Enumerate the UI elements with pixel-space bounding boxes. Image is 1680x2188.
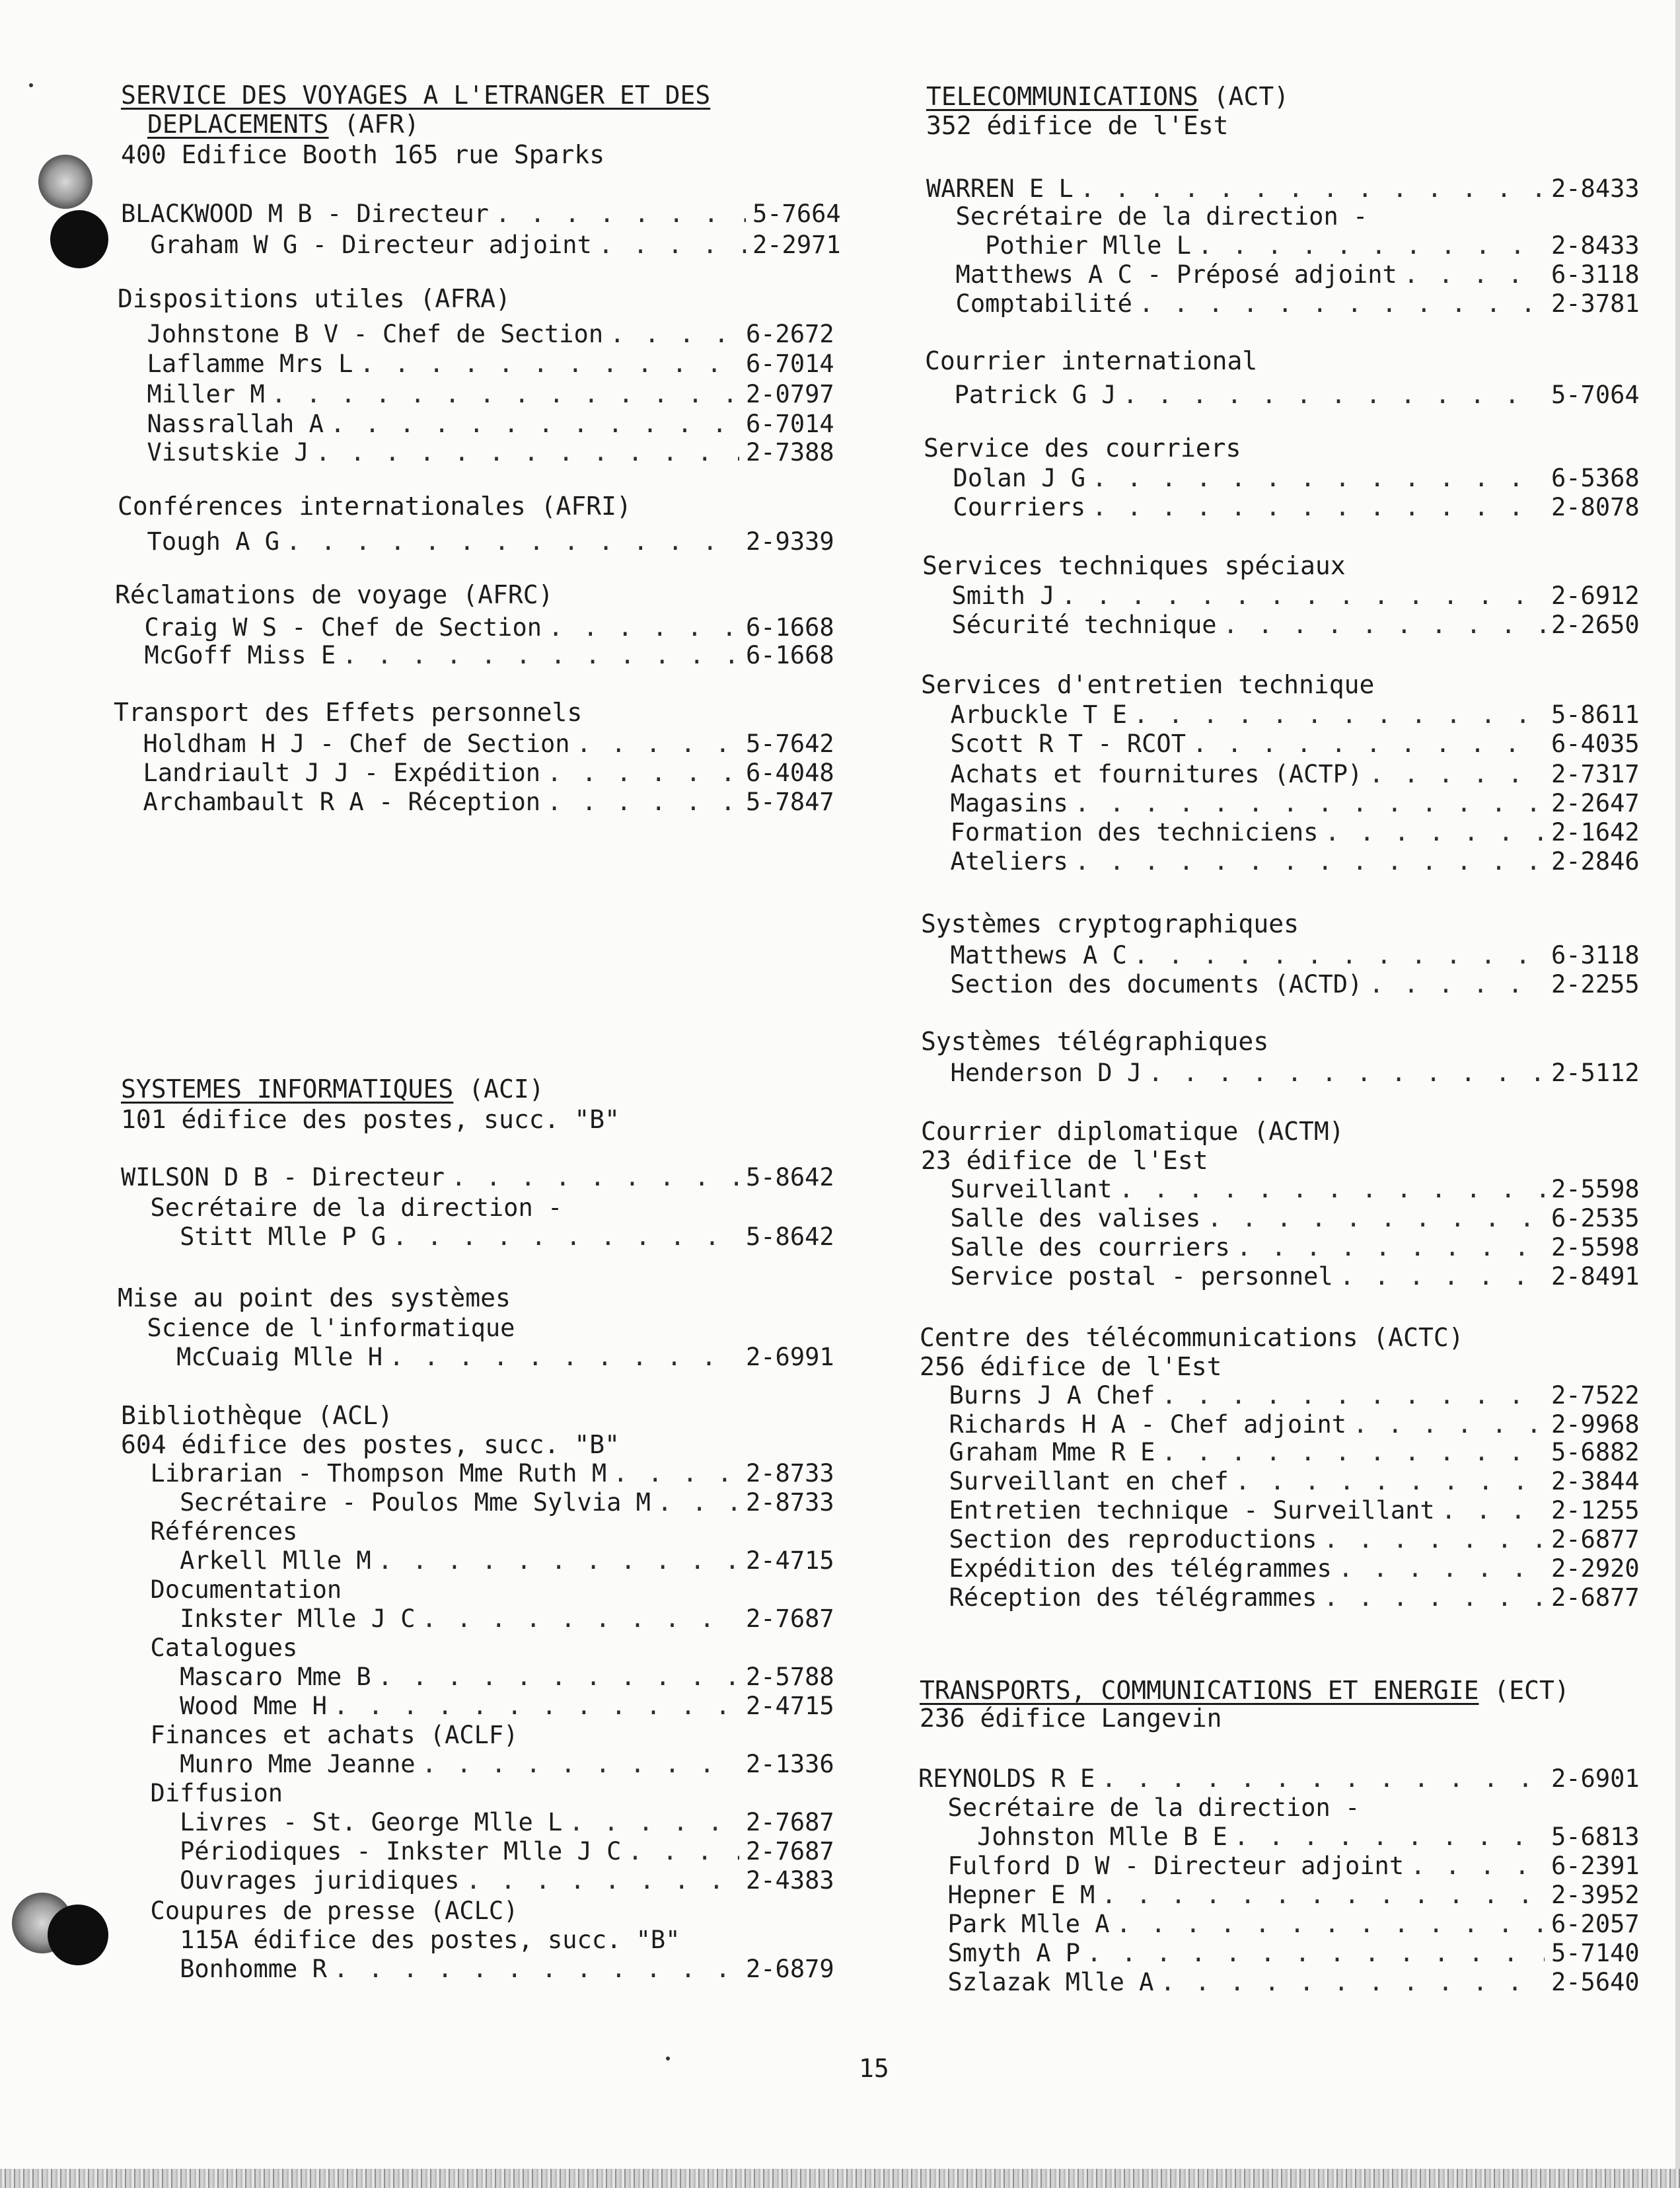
phone-number: 6-3118 — [1551, 260, 1640, 289]
phone-number: 5-7847 — [746, 788, 834, 816]
directory-entry: Smith J . . . 2-6912 — [922, 582, 1640, 611]
phone-number: 2-2971 — [752, 231, 841, 259]
directory-entry: Miller M . . . 2-0797 — [118, 380, 834, 409]
phone-number: 5-6813 — [1551, 1823, 1640, 1851]
afr-title-line1: SERVICE DES VOYAGES A L'ETRANGER ET DES — [121, 81, 711, 110]
phone-number: 2-5598 — [1551, 1233, 1640, 1262]
ect-title-code: (ECT) — [1479, 1676, 1570, 1705]
phone-number: 2-3844 — [1551, 1467, 1640, 1495]
directory-entry: REYNOLDS R E . . . 2-6901 — [918, 1764, 1640, 1793]
phone-number: 2-5640 — [1551, 1968, 1640, 1996]
directory-entry: Matthews A C - Préposé adjoint . . . 6-3118 — [926, 260, 1640, 289]
directory-entry: BLACKWOOD M B - Directeur . . . 5-7664 — [121, 200, 841, 229]
directory-entry: Courriers . . . 2-8078 — [924, 493, 1640, 522]
group-heading: Services techniques spéciaux — [922, 551, 1346, 580]
phone-number: 5-7140 — [1551, 1939, 1640, 1967]
secretary-label: Secrétaire de la direction - — [121, 1193, 563, 1222]
phone-number: 6-1668 — [746, 613, 834, 642]
phone-number: 2-3952 — [1551, 1881, 1640, 1909]
directory-entry: Tough A G . . . 2-9339 — [118, 527, 834, 556]
directory-entry: Arkell Mlle M . . . 2-4715 — [121, 1546, 834, 1575]
directory-entry: Arbuckle T E . . . 5-8611 — [921, 700, 1640, 730]
phone-number: 6-2672 — [746, 320, 834, 348]
ect-title — [920, 1676, 1570, 1705]
act-title-underlined: TELECOMMUNICATIONS — [926, 82, 1198, 111]
scan-bottom-strip — [0, 2169, 1680, 2188]
phone-number: 2-2255 — [1551, 970, 1640, 999]
directory-entry: Johnstone B V - Chef de Section . . . 6-2672 — [118, 320, 834, 349]
directory-entry: Comptabilité . . . 2-3781 — [926, 289, 1640, 319]
phone-number: 2-9968 — [1551, 1410, 1640, 1439]
phone-number: 6-4035 — [1551, 730, 1640, 758]
phone-number: 6-5368 — [1551, 464, 1640, 492]
afr-title-code: (AFR) — [328, 110, 420, 139]
aci-title-code: (ACI) — [453, 1075, 544, 1104]
directory-entry: Patrick G J . . . 5-7064 — [925, 381, 1640, 410]
sub-heading: Finances et achats (ACLF) — [121, 1721, 519, 1749]
ect-title-underlined: TRANSPORTS, COMMUNICATIONS ET ENERGIE — [920, 1676, 1479, 1705]
phone-number: 2-2846 — [1551, 847, 1640, 876]
directory-entry: Laflamme Mrs L . . . 6-7014 — [118, 350, 834, 379]
directory-entry: McCuaig Mlle H . . . 2-6991 — [118, 1343, 834, 1372]
directory-entry: Entretien technique - Surveillant . . . 2-1255 — [920, 1496, 1640, 1525]
directory-entry: Dolan J G . . . 6-5368 — [924, 464, 1640, 493]
phone-number: 2-5112 — [1551, 1059, 1640, 1087]
group-heading: Systèmes cryptographiques — [921, 909, 1299, 938]
group-heading-actm: Courrier diplomatique (ACTM) — [921, 1117, 1344, 1146]
phone-number: 5-8642 — [746, 1223, 834, 1251]
group-heading-acl: Bibliothèque (ACL) — [121, 1401, 393, 1430]
phone-number: 2-8078 — [1551, 493, 1640, 521]
afr-title-line2 — [147, 110, 420, 139]
phone-number: 6-7014 — [746, 350, 834, 378]
directory-entry: Salle des valises . . . 6-2535 — [921, 1204, 1640, 1233]
group-heading-afri: Conférences internationales (AFRI) — [118, 492, 632, 521]
phone-number: 2-6877 — [1551, 1525, 1640, 1554]
phone-number: 6-3118 — [1551, 941, 1640, 969]
phone-number: 2-4383 — [746, 1866, 834, 1895]
directory-entry: Ateliers . . . 2-2846 — [921, 847, 1640, 876]
phone-number: 2-8433 — [1551, 174, 1640, 203]
directory-entry: Achats et fournitures (ACTP) . . . 2-7317 — [921, 760, 1640, 789]
directory-entry: Hepner E M . . . 2-3952 — [918, 1881, 1640, 1910]
actc-address: 256 édifice de l'Est — [920, 1352, 1222, 1381]
group-heading: Service des courriers — [924, 434, 1241, 463]
phone-number: 6-2535 — [1551, 1204, 1640, 1232]
directory-entry: Mascaro Mme B . . . 2-5788 — [121, 1663, 834, 1692]
group-heading-afrc: Réclamations de voyage (AFRC) — [115, 580, 554, 609]
group-heading: Courrier international — [925, 346, 1258, 375]
directory-entry: Section des reproductions . . . 2-6877 — [920, 1525, 1640, 1554]
directory-entry: Fulford D W - Directeur adjoint . . . 6-2391 — [918, 1852, 1640, 1881]
directory-entry: Magasins . . . 2-2647 — [921, 789, 1640, 818]
directory-entry: Pothier Mlle L . . . 2-8433 — [926, 231, 1640, 260]
directory-entry: Livres - St. George Mlle L . . . 2-7687 — [121, 1808, 834, 1837]
group-heading-effets: Transport des Effets personnels — [114, 698, 583, 727]
phone-number: 5-7664 — [752, 200, 841, 228]
directory-entry: Holdham H J - Chef de Section . . . 5-7642 — [114, 730, 834, 759]
phone-number: 6-1668 — [746, 641, 834, 669]
press-address: 115A édifice des postes, succ. "B" — [121, 1926, 680, 1954]
aci-title — [121, 1075, 544, 1104]
directory-entry: Richards H A - Chef adjoint . . . 2-9968 — [920, 1410, 1640, 1439]
directory-entry: WILSON D B - Directeur . . . 5-8642 — [121, 1163, 834, 1192]
phone-number: 2-7522 — [1551, 1381, 1640, 1410]
directory-entry: Henderson D J . . . 2-5112 — [921, 1059, 1640, 1088]
phone-number: 2-2920 — [1551, 1554, 1640, 1583]
phone-number: 2-8491 — [1551, 1262, 1640, 1291]
sub-heading: Catalogues — [121, 1634, 298, 1662]
phone-number: 2-8733 — [746, 1459, 834, 1488]
directory-entry: Stitt Mlle P G . . . 5-8642 — [121, 1223, 834, 1252]
ect-address: 236 édifice Langevin — [920, 1704, 1222, 1733]
phone-number: 2-4715 — [746, 1692, 834, 1720]
acl-address: 604 édifice des postes, succ. "B" — [121, 1430, 620, 1459]
phone-number: 6-2391 — [1551, 1852, 1640, 1880]
sub-heading: Coupures de presse (ACLC) — [121, 1897, 519, 1925]
phone-number: 2-6991 — [746, 1343, 834, 1371]
directory-entry: McGoff Miss E . . . 6-1668 — [115, 641, 834, 670]
phone-number: 5-7642 — [746, 730, 834, 758]
scan-speck — [29, 83, 33, 87]
directory-entry: Formation des techniciens . . . 2-1642 — [921, 818, 1640, 847]
phone-number: 2-9339 — [746, 527, 834, 556]
phone-number: 2-7388 — [746, 438, 834, 467]
directory-entry: Smyth A P . . . 5-7140 — [918, 1939, 1640, 1968]
punch-hole-top — [50, 210, 108, 268]
directory-entry: Burns J A Chef . . . 2-7522 — [920, 1381, 1640, 1410]
page-number: 15 — [859, 2054, 889, 2083]
directory-entry: Salle des courriers . . . 2-5598 — [921, 1233, 1640, 1262]
directory-entry: Johnston Mlle B E . . . 5-6813 — [918, 1823, 1640, 1852]
scan-speck — [666, 2056, 670, 2060]
act-title-code: (ACT) — [1198, 82, 1290, 111]
phone-number: 6-2057 — [1551, 1910, 1640, 1938]
directory-entry: Park Mlle A . . . 6-2057 — [918, 1910, 1640, 1939]
phone-number: 2-6912 — [1551, 582, 1640, 610]
group-heading-mise: Mise au point des systèmes — [118, 1283, 511, 1312]
phone-number: 2-4715 — [746, 1546, 834, 1575]
phone-number: 2-7317 — [1551, 760, 1640, 788]
aci-address: 101 édifice des postes, succ. "B" — [121, 1105, 620, 1134]
sub-heading: Références — [121, 1517, 298, 1546]
phone-number: 2-7687 — [746, 1808, 834, 1836]
directory-entry: Nassrallah A . . . 6-7014 — [118, 410, 834, 439]
directory-entry: Bonhomme R . . . 2-6879 — [121, 1955, 834, 1984]
phone-number: 2-1642 — [1551, 818, 1640, 847]
directory-entry: Librarian - Thompson Mme Ruth M . . . 2-8733 — [121, 1459, 834, 1488]
phone-number: 5-6882 — [1551, 1438, 1640, 1466]
group-heading-actc: Centre des télécommunications (ACTC) — [920, 1323, 1464, 1352]
group-heading: Systèmes télégraphiques — [921, 1027, 1269, 1056]
phone-number: 2-1255 — [1551, 1496, 1640, 1525]
directory-entry: Archambault R A - Réception . . . 5-7847 — [114, 788, 834, 817]
actm-address: 23 édifice de l'Est — [921, 1146, 1208, 1175]
directory-entry: Périodiques - Inkster Mlle J C . . . 2-7687 — [121, 1837, 834, 1866]
directory-entry: Section des documents (ACTD) . . . 2-2255 — [921, 970, 1640, 999]
directory-entry: Service postal - personnel . . . 2-8491 — [921, 1262, 1640, 1291]
phone-number: 2-2650 — [1551, 611, 1640, 639]
phone-number: 2-6879 — [746, 1955, 834, 1983]
secretary-label: Secrétaire de la direction - — [918, 1793, 1360, 1822]
directory-entry: Landriault J J - Expédition . . . 6-4048 — [114, 759, 834, 788]
sub-heading: Diffusion — [121, 1779, 283, 1807]
phone-number: 2-3781 — [1551, 289, 1640, 318]
phone-number: 5-8611 — [1551, 700, 1640, 729]
directory-entry: Surveillant en chef . . . 2-3844 — [920, 1467, 1640, 1496]
phone-number: 2-6901 — [1551, 1764, 1640, 1793]
phone-number: 5-7064 — [1551, 381, 1640, 409]
secretary-label: Secrétaire de la direction - — [926, 202, 1368, 231]
phone-number: 2-8733 — [746, 1488, 834, 1517]
punch-hole-bottom — [48, 1905, 108, 1965]
directory-entry: Visutskie J . . . 2-7388 — [118, 438, 834, 467]
phone-number: 2-8433 — [1551, 231, 1640, 260]
act-title — [926, 82, 1289, 111]
phone-number: 2-2647 — [1551, 789, 1640, 817]
phone-number: 2-7687 — [746, 1604, 834, 1633]
phone-number: 2-7687 — [746, 1837, 834, 1866]
directory-entry: Craig W S - Chef de Section . . . 6-1668 — [115, 613, 834, 642]
directory-entry: Inkster Mlle J C . . . 2-7687 — [121, 1604, 834, 1634]
directory-entry: Expédition des télégrammes . . . 2-2920 — [920, 1554, 1640, 1583]
phone-number: 2-5788 — [746, 1663, 834, 1691]
directory-entry: WARREN E L . . . 2-8433 — [926, 174, 1640, 204]
phone-number: 2-5598 — [1551, 1175, 1640, 1203]
directory-entry: Munro Mme Jeanne . . . 2-1336 — [121, 1750, 834, 1779]
afr-address: 400 Edifice Booth 165 rue Sparks — [121, 140, 605, 169]
directory-entry: Graham Mme R E . . . 5-6882 — [920, 1438, 1640, 1467]
directory-entry: Ouvrages juridiques . . . 2-4383 — [121, 1866, 834, 1895]
directory-entry: Matthews A C . . . 6-3118 — [921, 941, 1640, 970]
phone-number: 2-6877 — [1551, 1583, 1640, 1612]
sub-heading: Science de l'informatique — [118, 1314, 515, 1342]
phone-number: 6-4048 — [746, 759, 834, 787]
act-address: 352 édifice de l'Est — [926, 111, 1229, 140]
aci-title-underlined: SYSTEMES INFORMATIQUES — [121, 1075, 454, 1104]
directory-entry: Wood Mme H . . . 2-4715 — [121, 1692, 834, 1721]
phone-number: 2-0797 — [746, 380, 834, 408]
group-heading: Services d'entretien technique — [921, 670, 1375, 699]
directory-entry: Scott R T - RCOT . . . 6-4035 — [921, 730, 1640, 759]
directory-entry: Surveillant . . . 2-5598 — [921, 1175, 1640, 1204]
sub-heading: Documentation — [121, 1575, 342, 1604]
directory-entry: Szlazak Mlle A . . . 2-5640 — [918, 1968, 1640, 1997]
phone-number: 2-1336 — [746, 1750, 834, 1778]
phone-number: 6-7014 — [746, 410, 834, 438]
scan-right-edge — [1675, 0, 1680, 2188]
group-heading-afra: Dispositions utiles (AFRA) — [118, 284, 511, 313]
directory-entry: Secrétaire - Poulos Mme Sylvia M . . . 2-8733 — [121, 1488, 834, 1517]
directory-entry: Sécurité technique . . . 2-2650 — [922, 611, 1640, 640]
directory-entry: Réception des télégrammes . . . 2-6877 — [920, 1583, 1640, 1612]
afr-title-deplacements: DEPLACEMENTS — [147, 110, 329, 139]
punch-hole-ring-top — [38, 155, 92, 209]
directory-entry: Graham W G - Directeur adjoint . . . 2-2971 — [121, 231, 841, 260]
phone-number: 5-8642 — [746, 1163, 834, 1191]
